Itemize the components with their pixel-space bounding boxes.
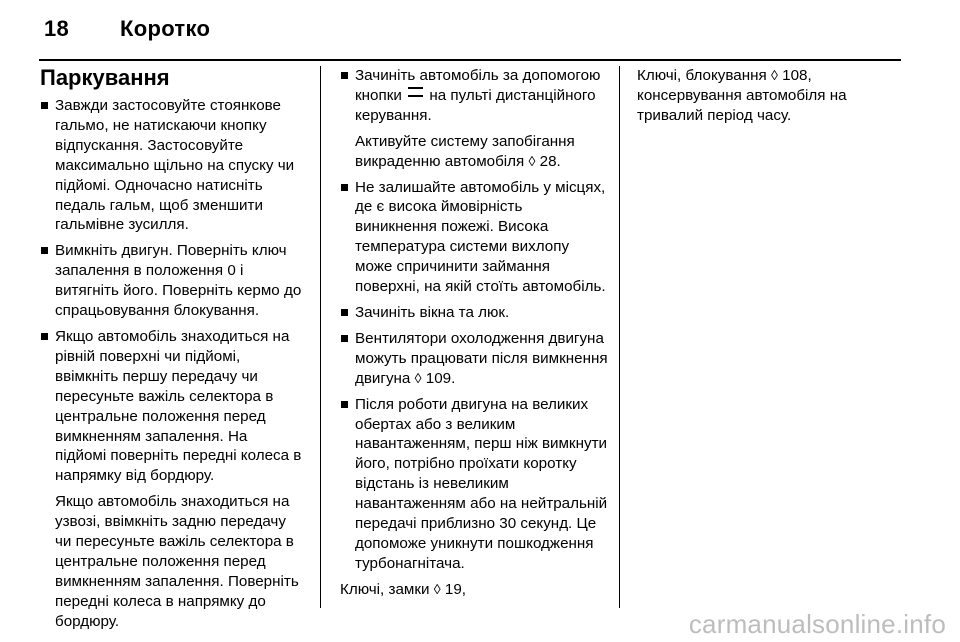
- page-number: 18: [44, 16, 70, 41]
- cross-reference: [637, 66, 899, 126]
- watermark: carmanualsonline.info: [688, 609, 946, 639]
- list-item-sub: [355, 132, 608, 172]
- column-divider-2: [619, 66, 620, 608]
- reference-icon: ◊: [528, 152, 536, 169]
- column-divider-1: [320, 66, 321, 608]
- cross-reference: [340, 580, 608, 600]
- page-reference[interactable]: 108,: [782, 67, 812, 84]
- column-1: [40, 66, 302, 638]
- list-item: Вимкніть двигун. Поверніть ключ запалення в положення 0 і витягніть його. Поверніть кермо до спрацьовування блокування.: [40, 241, 302, 321]
- chapter-title: Коротко: [120, 16, 211, 41]
- list-item: Завжди застосовуйте стоянкове гальмо, не натискаючи кнопку відпускання. Застосовуйте максимально щільно на спуску чи підйомі. Одночасно натисніть педаль гальм, щоб зменшити гальмівне зусилля.: [40, 96, 302, 235]
- list-item-text: Якщо автомобіль знаходиться на рівній поверхні чи підйомі, ввімкніть першу передачу чи пересуньте важіль селектора в центральне положення перед вимкненням запалення. На підйомі поверніть передні колеса в напрямку від бордюру.: [55, 327, 302, 485]
- page-reference[interactable]: 109.: [425, 369, 456, 387]
- column-2: [340, 66, 608, 606]
- list-item: [40, 327, 302, 632]
- reference-icon: ◊: [414, 369, 422, 386]
- cross-reference-text: консервування автомобіля на тривалий період часу.: [637, 86, 847, 124]
- header-rule: [39, 59, 901, 61]
- list-item: Після роботи двигуна на великих обертах або з великим навантаженням, перш ніж вимкнути його, потрібно проїхати коротку відстань із невеликим навантаженням або на нейтральній передачі приблизно 30 секунд. Це допоможе уникнути пошкодження турбонагнітача.: [340, 395, 608, 574]
- list-item-text: Вентилятори охолодження двигуна можуть працювати після вимкнення двигуна: [355, 329, 608, 387]
- cross-reference-text: Ключі, блокування: [637, 67, 767, 84]
- list-item-text: на пульті дистанційного керування.: [355, 86, 596, 124]
- page-reference[interactable]: 19,: [444, 580, 466, 598]
- list-item: [340, 66, 608, 172]
- reference-icon: ◊: [770, 67, 778, 83]
- parking-list: [40, 96, 302, 632]
- list-item-text: Зачиніть автомобіль за допомогою кнопки: [355, 67, 601, 104]
- column-3: [637, 66, 899, 132]
- page-reference[interactable]: 28.: [539, 152, 561, 170]
- list-item-sub-text: Активуйте систему запобігання викраденню автомобіля: [355, 132, 575, 170]
- reference-icon: ◊: [433, 580, 441, 597]
- parking-list-continued: [340, 66, 608, 574]
- section-heading: Паркування: [40, 65, 170, 90]
- cross-reference-text: Ключі, замки: [340, 580, 430, 598]
- list-item-continuation: Якщо автомобіль знаходиться на узвозі, ввімкніть задню передачу чи пересуньте важіль селектора в центральне положення перед вимкненням запалення. Поверніть передні колеса в напрямку до бордюру.: [55, 493, 299, 630]
- list-item: Зачиніть вікна та люк.: [340, 303, 608, 323]
- lock-key-icon: [408, 87, 423, 97]
- page-header: [44, 16, 210, 42]
- list-item: Не залишайте автомобіль у місцях, де є висока ймовірність виникнення пожежі. Висока температура системи вихлопу може спричинити займання поверхні, на якій стоїть автомобіль.: [340, 178, 608, 297]
- list-item: [340, 329, 608, 389]
